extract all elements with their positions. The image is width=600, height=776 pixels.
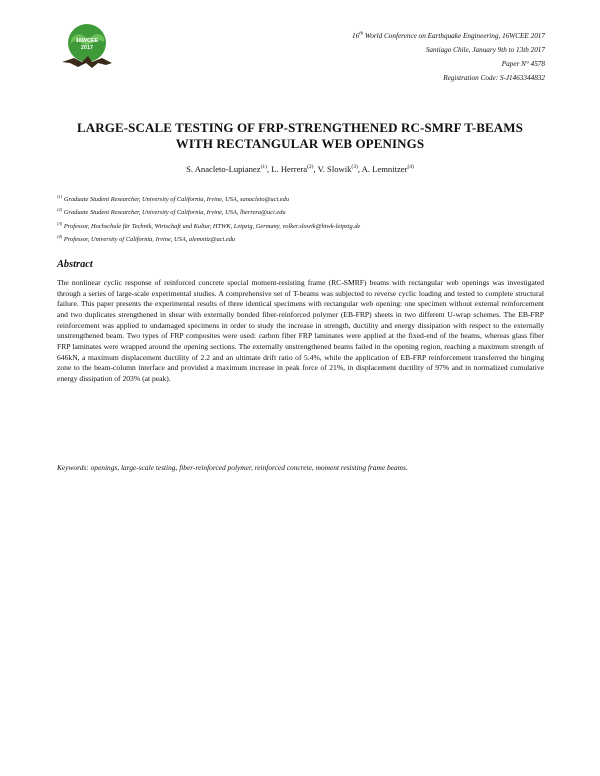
abstract-body: The nonlinear cyclic response of reinforced concrete special moment-resisting frame (RC-SMRF) beams with rectangular web openings was investigated through a series of large-scale experimental studies. A comprehensive set of T-beams was subjected to reverse cyclic loading and tested to complete structural failure. This paper presents the experimental results of three identical specimens with rectangular web opening: one specimen without external reinforcement and two duplicates strengthened in shear with externally bonded fiber-reinforced polymer (EB-FRP) sheets in two different U-wrap schemes. The EB-FRP reinforcement was applied to undamaged specimens in order to study the increase in strength, ductility and energy dissipation with respect to the externally unstrengthened beam. Two types of FRP composites were used: carbon fiber FRP laminates were applied at the fixed-end of the beams, whereas glass fiber FRP laminates were wrapped around the opening sections. The externally unstrengthened beams failed in the opening region, reaching a maximum strength of 646kN, a maximum displacement ductility of 2.2 and an ultimate drift ratio of 5.4%, while the application of EB-FRP reinforcement transferred the hinging zone to the beam-column interface and provided a maximum increase in peak force of 21%, in displacement ductility of 97% and in normalized cumulative energy dissipation of 203% (at peak).	[57, 278, 544, 383]
author: L. Herrera	[271, 164, 308, 174]
logo-text-2: 2017	[80, 45, 94, 51]
author-list: S. Anacleto-Lupianez$^{(1)}$, L. Herrera$^{(2)}$, V. Slowik$^{(3)}$, A. Lemnitzer$^{(4)}$	[186, 164, 414, 174]
registration-code: Registration Code: S-J1463344832	[443, 74, 545, 82]
paper-title	[40, 120, 560, 152]
conference-header	[245, 29, 545, 85]
conference-logo	[58, 18, 116, 76]
logo-text-1: 16WCEE	[75, 38, 99, 44]
conference-name: 16th World Conference on Earthquake Engineering, 16WCEE 2017	[352, 31, 545, 40]
title-line-2: WITH RECTANGULAR WEB OPENINGS	[175, 136, 425, 151]
conference-location: Santiago Chile, January 9th to 13th 2017	[425, 46, 545, 54]
affiliation: $^{(2)}$ Graduate Student Researcher, University of California, Irvine, USA, lherrera@uci.edu	[57, 207, 286, 217]
affiliation: $^{(3)}$ Professor, Hochschule für Technik, Wirtschaft und Kultur, HTWK, Leipzig, Germany, volker.slowik@htwk-leipzig.de	[57, 220, 361, 230]
author: V. Slowik	[317, 164, 352, 174]
title-line-1: LARGE-SCALE TESTING OF FRP-STRENGTHENED RC-SMRF T-BEAMS	[76, 120, 523, 135]
affiliation-list	[57, 192, 557, 246]
author: S. Anacleto-Lupianez	[186, 164, 261, 174]
abstract-heading: Abstract	[57, 259, 93, 270]
logo-crack	[62, 56, 112, 68]
affiliation: $^{(1)}$ Graduate Student Researcher, University of California, Irvine, USA, sanacleto@uci.edu	[57, 194, 290, 204]
paper-number: Paper N° 4578	[501, 60, 545, 68]
keywords: Keywords: openings, large-scale testing, fiber-reinforced polymer, reinforced concrete, moment resisting frame beams.	[57, 463, 408, 472]
affiliation: $^{(4)}$ Professor, University of California, Irvine, USA, alemnitz@uci.edu	[57, 234, 236, 244]
author: A. Lemnitzer	[361, 164, 408, 174]
